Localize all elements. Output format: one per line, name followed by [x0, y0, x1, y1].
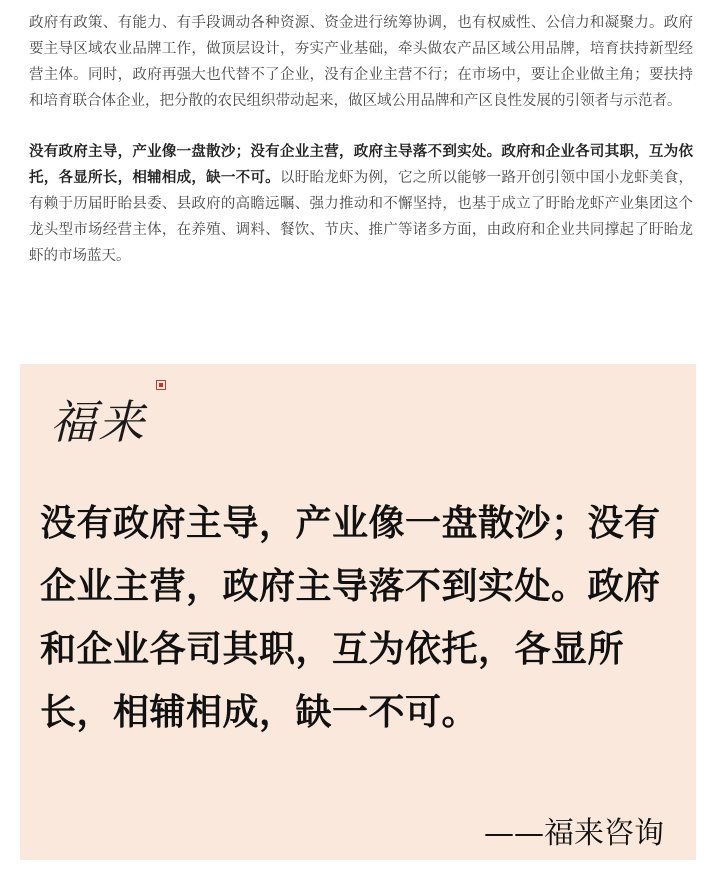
- quote-text: 没有政府主导，产业像一盘散沙；没有企业主营，政府主导落不到实处。政府和企业各司其职，互为依托，各显所长，相辅相成，缺一不可。: [40, 502, 661, 733]
- paragraph-1-text: 政府有政策、有能力、有手段调动各种资源、资金进行统筹协调，也有权威性、公信力和凝聚力。政府要主导区域农业品牌工作，做顶层设计，夯实产业基础，牵头做农产品区域公用品牌，培育扶持新型经营主体。同时，政府再强大也代替不了企业，没有企业主营不行；在市场中，要让企业做主角；要扶持和培育联合体企业，把分散的农民组织带动起来，做区域公用品牌和产区良性发展的引领者与示范者。: [29, 15, 693, 109]
- article-body: [29, 10, 693, 294]
- brand-logo: 福来: [50, 395, 146, 449]
- quote-signature: ——福来咨询: [484, 816, 664, 851]
- paragraph-2-text: 以盱眙龙虾为例，它之所以能够一路开创引领中国小龙虾美食，有赖于历届盱眙县委、县政府的高瞻远瞩、强力推动和不懈坚持，也基于成立了盱眙龙虾产业集团这个龙头型市场经营主体，在养殖、调料、餐饮、节庆、推广等诸多方面，由政府和企业共同撑起了盱眙龙虾的市场蓝天。: [29, 170, 694, 264]
- quote-card: [20, 364, 696, 860]
- article-paragraph-2: [29, 139, 693, 269]
- seal-stamp-icon: [156, 380, 166, 390]
- article-paragraph-1: [29, 10, 693, 114]
- paragraph-2-bold-text: 没有政府主导，产业像一盘散沙；没有企业主营，政府主导落不到实处。政府和企业各司其职，互为依托，各显所长，相辅相成，缺一不可。: [29, 144, 693, 186]
